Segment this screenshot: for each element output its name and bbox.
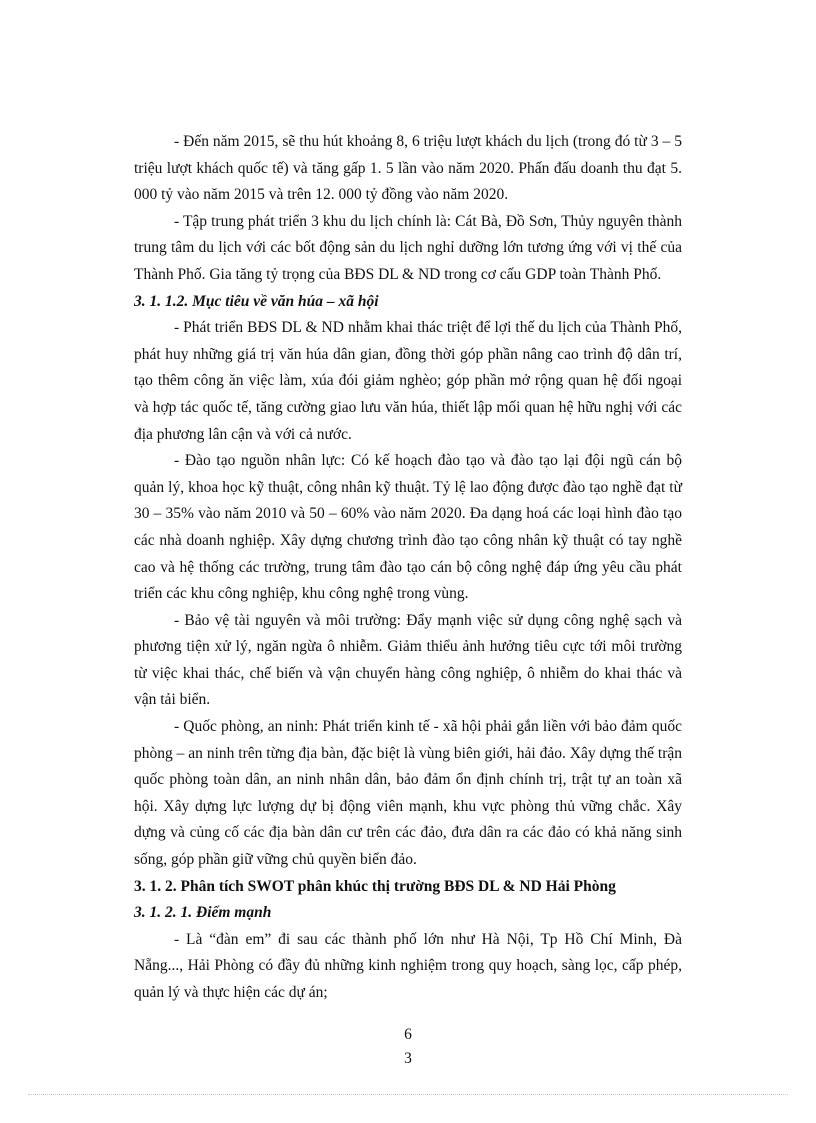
paragraph-tourism-zones: - Tập trung phát triển 3 khu du lịch chính là: Cát Bà, Đồ Sơn, Thủy nguyên thành trung tâm du lịch với các bốt động sản du lịch nghỉ dưỡng lớn tương ứng với vị thế của Thành Phố. Gia tăng tỷ trọng của BĐS DL & ND trong cơ cấu GDP toàn Thành Phố. [134,212,682,283]
page-number-line-2: 3 [404,1050,412,1067]
paragraph-environment: - Bảo vệ tài nguyên và môi trường: Đẩy mạnh việc sử dụng công nghệ sạch và phương tiện xử lý, ngăn ngừa ô nhiễm. Giảm thiểu ảnh hưởng tiêu cực tới môi trường từ việc khai thác, chế biến và vận chuyển hàng công nghiệp, ô nhiễm do khai thác và vận tải biển. [134,611,682,709]
paragraph-tourism-targets: - Đến năm 2015, sẽ thu hút khoảng 8, 6 triệu lượt khách du lịch (trong đó từ 3 – 5 triệu lượt khách quốc tế) và tăng gấp 1. 5 lần vào năm 2020. Phấn đấu doanh thu đạt 5. 000 tỷ vào năm 2015 và trên 12. 000 tỷ đồng vào năm 2020. [134,133,682,204]
page-number-line-1: 6 [404,1026,412,1043]
heading-strengths: 3. 1. 2. 1. Điểm mạnh [134,904,272,922]
paragraph-defense-security: - Quốc phòng, an ninh: Phát triển kinh tế - xã hội phải gắn liền với bảo đảm quốc phòng – an ninh trên từng địa bàn, đặc biệt là vùng biên giới, hải đảo. Xây dựng thế trận quốc phòng toàn dân, an ninh nhân dân, bảo đảm ổn định chính trị, trật tự an toàn xã hội. Xây dựng lực lượng dự bị động viên mạnh, khu vực phòng thủ vững chắc. Xây dựng và củng cố các địa bàn dân cư trên các đảo, đưa dân ra các đảo có khả năng sinh sống, góp phần giữ vững chủ quyền biển đảo. [134,718,682,869]
paragraph-culture-development: - Phát triển BĐS DL & ND nhằm khai thác triệt để lợi thế du lịch của Thành Phố, phát huy những giá trị văn húa dân gian, đồng thời góp phần nâng cao trình độ dân trí, tạo thêm công ăn việc làm, xúa đói giảm nghèo; góp phần mở rộng quan hệ đối ngoại và hợp tác quốc tế, tăng cường giao lưu văn húa, thiết lập mối quan hệ hữu nghị với các địa phương lân cận và với cả nước. [134,319,682,443]
document-body [134,129,682,1007]
heading-swot-analysis: 3. 1. 2. Phân tích SWOT phân khúc thị trường BĐS DL & ND Hải Phòng [134,877,616,895]
heading-culture-society-goals: 3. 1. 1.2. Mục tiêu về văn húa – xã hội [134,292,379,310]
paragraph-strengths: - Là “đàn em” đi sau các thành phố lớn như Hà Nội, Tp Hồ Chí Minh, Đà Nẵng..., Hải Phòng có đầy đủ những kinh nghiệm trong quy hoạch, sàng lọc, cấp phép, quản lý và thực hiện các dự án; [134,930,682,1001]
page-bottom-divider [28,1094,788,1095]
paragraph-workforce-training: - Đào tạo nguồn nhân lực: Có kế hoạch đào tạo và đào tạo lại đội ngũ cán bộ quản lý, khoa học kỹ thuật, công nhân kỹ thuật. Tỷ lệ lao động được đào tạo nghề đạt từ 30 – 35% vào năm 2010 và 50 – 60% vào năm 2020. Đa dạng hoá các loại hình đào tạo các nhà doanh nghiệp. Xây dựng chương trình đào tạo công nhân kỹ thuật có tay nghề cao và hệ thống các trường, trung tâm đào tạo cán bộ công nghệ đáp ứng yêu cầu phát triển các khu công nghiệp, khu công nghệ trong vùng. [134,452,682,603]
